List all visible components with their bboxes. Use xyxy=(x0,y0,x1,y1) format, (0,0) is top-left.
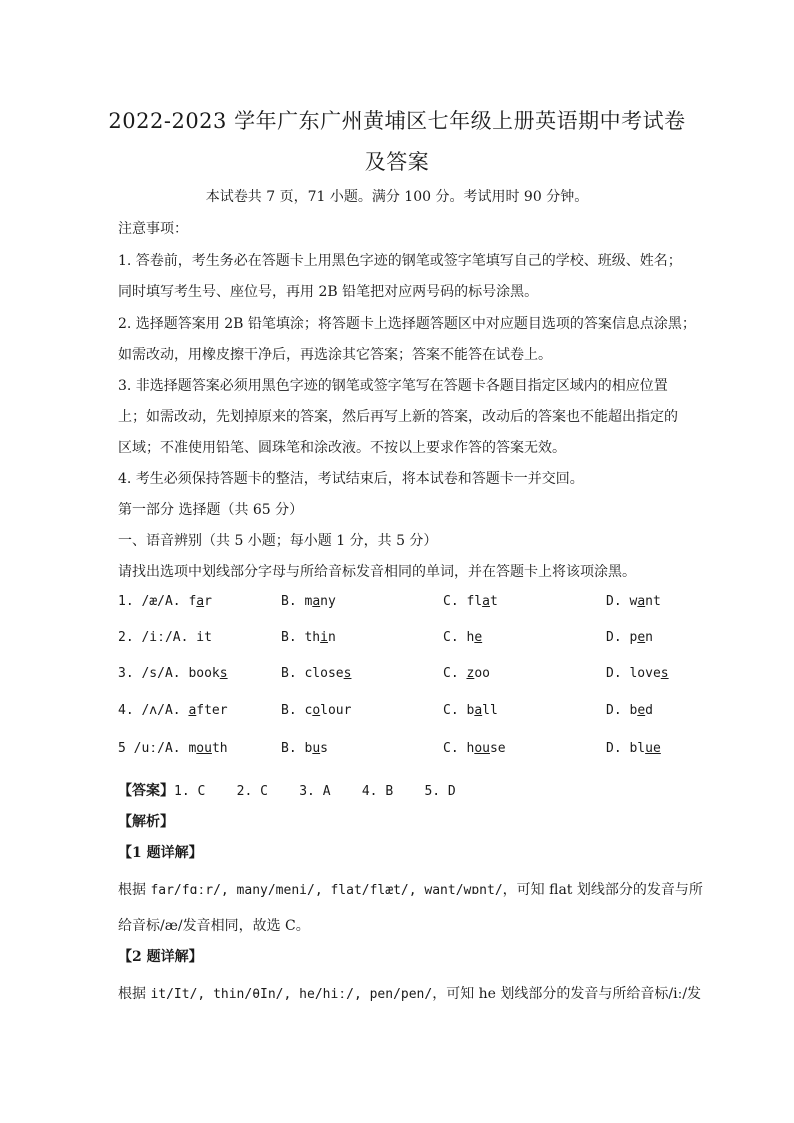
section-instruction: 请找出选项中划线部分字母与所给音标发音相同的单词，并在答题卡上将该项涂黑。 xyxy=(118,564,636,580)
notice-line: 3. 非选择题答案必须用黑色字迹的钢笔或签字笔写在答题卡各题目指定区域内的相应位置 xyxy=(118,378,668,394)
q1-heading: 【1 题详解】 xyxy=(118,845,203,861)
q2-heading: 【2 题详解】 xyxy=(118,949,203,965)
option-d: D. blue xyxy=(606,741,661,756)
answer-text: 1. C 2. C 3. A 4. B 5. D xyxy=(174,784,456,799)
part-heading: 第一部分 选择题（共 65 分） xyxy=(118,502,304,518)
option-c: C. house xyxy=(443,741,506,756)
option-a: 1. /æ/A. far xyxy=(118,594,212,609)
answer-line xyxy=(118,780,456,800)
option-c: C. ball xyxy=(443,703,498,718)
option-b: B. bus xyxy=(281,741,328,756)
notice-line: 1. 答卷前，考生务必在答题卡上用黑色字迹的钢笔或签字笔填写自己的学校、班级、姓名； xyxy=(118,253,682,269)
option-d: D. loves xyxy=(606,666,669,681)
option-a: 4. /ʌ/A. after xyxy=(118,703,228,718)
notice-line: 区域；不准使用铅笔、圆珠笔和涂改液。不按以上要求作答的答案无效。 xyxy=(118,440,566,456)
notice-line: 4. 考生必须保持答题卡的整洁，考试结束后，将本试卷和答题卡一并交回。 xyxy=(118,471,584,487)
notice-line: 2. 选择题答案用 2B 铅笔填涂；将答题卡上选择题答题区中对应题目选项的答案信息点涂黑； xyxy=(118,316,696,332)
option-a: 2. /iː/A. it xyxy=(118,630,212,645)
q1-words: far/fɑːr/, many/meni/, flat/flæt/, want/wɒnt/ xyxy=(150,883,503,898)
q1-explanation-continued: 给音标/æ/发音相同，故选 C。 xyxy=(118,918,310,934)
q1-explanation: 根据 far/fɑːr/, many/meni/, flat/flæt/, want/wɒnt/，可知 flat 划线部分的发音与所 xyxy=(118,882,703,898)
answer-label: 【答案】 xyxy=(118,783,174,799)
option-b: B. thin xyxy=(281,630,336,645)
document-title: 2022-2023 学年广东广州黄埔区七年级上册英语期中考试卷 xyxy=(108,109,686,133)
notice-line: 上；如需改动，先划掉原来的答案，然后再写上新的答案，改动后的答案也不能超出指定的 xyxy=(118,409,678,425)
option-d: D. bed xyxy=(606,703,653,718)
exam-info: 本试卷共 7 页，71 小题。满分 100 分。考试用时 90 分钟。 xyxy=(205,189,589,205)
option-c: C. flat xyxy=(443,594,498,609)
analysis-heading: 【解析】 xyxy=(118,814,174,830)
document-title-continued: 及答案 xyxy=(364,150,430,174)
notice-line: 同时填写考生号、座位号，再用 2B 铅笔把对应两号码的标号涂黑。 xyxy=(118,284,539,300)
q2-explanation: 根据 it/It/, thin/θIn/, he/hiː/, pen/pen/，可知 he 划线部分的发音与所给音标/iː/发 xyxy=(118,986,702,1002)
notice-heading: 注意事项： xyxy=(118,221,188,237)
q2-words: it/It/, thin/θIn/, he/hiː/, pen/pen/ xyxy=(150,987,433,1002)
option-a: 3. /s/A. books xyxy=(118,666,228,681)
option-b: B. many xyxy=(281,594,336,609)
option-d: D. pen xyxy=(606,630,653,645)
section-heading: 一、语音辨别（共 5 小题；每小题 1 分，共 5 分） xyxy=(118,533,438,549)
option-b: B. closes xyxy=(281,666,352,681)
option-d: D. want xyxy=(606,594,661,609)
notice-line: 如需改动，用橡皮擦干净后，再选涂其它答案；答案不能答在试卷上。 xyxy=(118,347,552,363)
option-c: C. he xyxy=(443,630,483,645)
option-a: 5 /uː/A. mouth xyxy=(118,741,228,756)
option-b: B. colour xyxy=(281,703,352,718)
option-c: C. zoo xyxy=(443,666,490,681)
